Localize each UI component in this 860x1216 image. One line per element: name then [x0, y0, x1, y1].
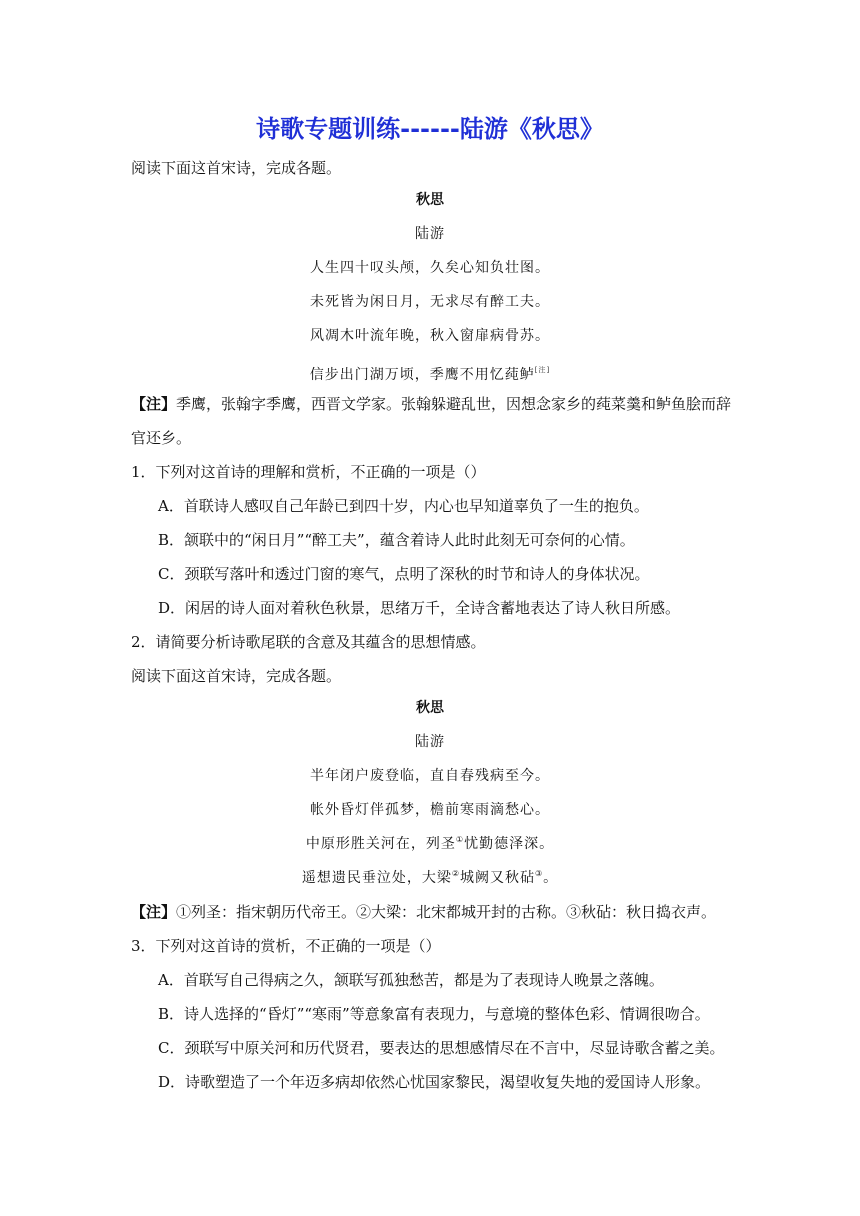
question-3-option-a: A．首联写自己得病之久，颔联写孤独愁苦，都是为了表现诗人晚景之落魄。 [158, 971, 664, 989]
page-title: 诗歌专题训练------陆游《秋思》 [256, 115, 604, 143]
section1-poem-title: 秋思 [416, 192, 444, 208]
section1-poem-line: 信步出门湖万顷，季鹰不用忆莼鲈 [309, 367, 535, 383]
question-2-stem: 2．请简要分析诗歌尾联的含意及其蕴含的思想情感。 [131, 633, 486, 651]
question-3-option-c: C．颈联写中原关河和历代贤君，要表达的思想感情尽在不言中，尽显诗歌含蓄之美。 [158, 1039, 725, 1057]
question-1-option-d: D．闲居的诗人面对着秋色秋景，思绪万千，全诗含蓄地表达了诗人秋日所感。 [158, 599, 681, 617]
note-text: ①列圣：指宋朝历代帝王。②大梁：北宋都城开封的古称。③秋砧：秋日捣衣声。 [176, 903, 717, 921]
poem-text: 遥想遗民垂泣处，大梁 [301, 870, 452, 886]
section1-poem-line: 人生四十叹头颅，久矣心知负壮图。 [310, 260, 550, 276]
section1-note-line1 [131, 394, 731, 414]
section2-note [131, 902, 716, 922]
footnote-marker: ① [455, 835, 465, 844]
question-1-option-a: A．首联诗人感叹自己年龄已到四十岁，内心也早知道辜负了一生的抱负。 [158, 497, 649, 515]
section1-intro: 阅读下面这首宋诗，完成各题。 [131, 159, 342, 177]
section1-poem-author: 陆游 [415, 226, 445, 242]
note-reference: [注] [534, 366, 551, 374]
section2-poem-author: 陆游 [415, 734, 445, 750]
section2-poem-line-3 [0, 834, 860, 854]
question-1-option-b: B．颔联中的“闲日月”“醉工夫”，蕴含着诗人此时此刻无可奈何的心情。 [158, 531, 635, 549]
question-1-stem: 1．下列对这首诗的理解和赏析，不正确的一项是（） [131, 463, 486, 481]
section2-poem-title: 秋思 [416, 700, 444, 716]
note-label: 【注】 [131, 903, 177, 921]
question-3-option-d: D．诗歌塑造了一个年迈多病却依然心忧国家黎民，渴望收复失地的爱国诗人形象。 [158, 1073, 711, 1091]
question-3-option-b: B．诗人选择的“昏灯”“寒雨”等意象富有表现力，与意境的整体色彩、情调很吻合。 [158, 1005, 710, 1023]
question-1-option-c: C．颈联写落叶和透过门窗的寒气，点明了深秋的时节和诗人的身体状况。 [158, 565, 650, 583]
question-3-stem: 3．下列对这首诗的赏析，不正确的一项是（） [131, 937, 441, 955]
poem-text: 中原形胜关河在，列圣 [305, 836, 456, 852]
note-label: 【注】 [131, 395, 177, 413]
section2-intro: 阅读下面这首宋诗，完成各题。 [131, 667, 342, 685]
section2-poem-line: 帐外昏灯伴孤梦，檐前寒雨滴愁心。 [310, 802, 550, 818]
section1-poem-line-last [0, 360, 860, 385]
poem-text: 忧勤德泽深。 [464, 836, 555, 852]
section1-poem-line: 风凋木叶流年晚，秋入窗扉病骨苏。 [310, 328, 550, 344]
section2-poem-line: 半年闭户废登临，直自春残病至今。 [310, 768, 550, 784]
section2-poem-line-4 [0, 868, 860, 888]
footnote-marker: ③ [535, 869, 544, 878]
poem-text: 城阙又秋砧 [460, 870, 535, 886]
footnote-marker: ② [451, 869, 460, 878]
note-text: 季鹰，张翰字季鹰，西晋文学家。张翰躲避乱世，因想念家乡的莼菜羹和鲈鱼脍而辞 [176, 395, 732, 413]
section1-note-line2: 官还乡。 [131, 429, 192, 447]
section1-poem-line: 未死皆为闲日月，无求尽有醉工夫。 [310, 294, 550, 310]
poem-text: 。 [543, 870, 559, 886]
